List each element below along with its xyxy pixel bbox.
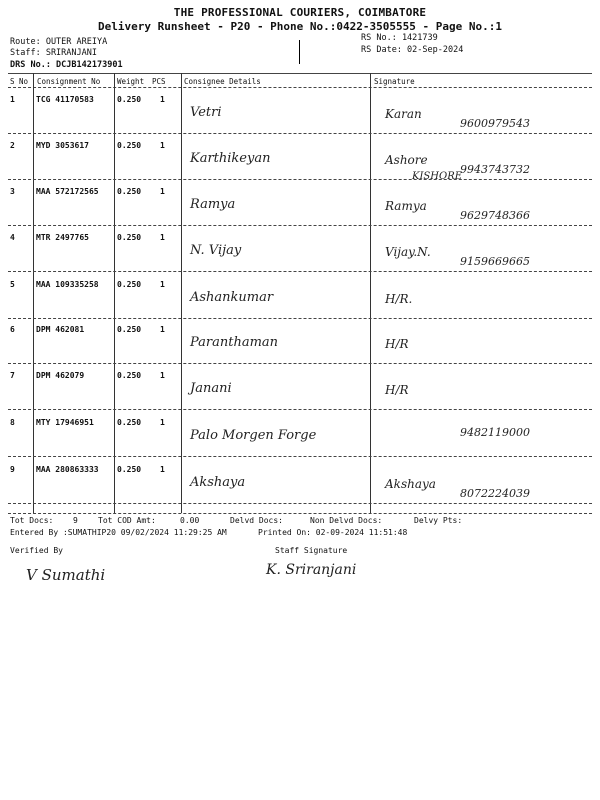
row-sno: 3 <box>10 187 15 196</box>
row-consignee-name: N. Vijay <box>190 243 242 258</box>
column-header-weight: Weight <box>117 77 145 86</box>
barcode <box>257 40 355 64</box>
row-consignee-name: Akshaya <box>190 475 246 490</box>
row-phone: 9600979543 <box>460 117 530 130</box>
staff-label: Staff: SRIRANJANI <box>10 48 97 58</box>
row-consignee-name: Paranthaman <box>190 335 279 350</box>
staff-signature: K. Sriranjani <box>266 562 357 578</box>
row-consignee-name: Janani <box>190 381 232 396</box>
row-signature: Ramya <box>385 199 427 213</box>
table-top-border <box>8 73 592 74</box>
row-pcs: 1 <box>160 95 165 104</box>
row-pcs: 1 <box>160 418 165 427</box>
rs-number: RS No.: 1421739 <box>361 33 438 43</box>
delivered-docs-label: Delvd Docs: <box>230 516 283 525</box>
row-phone: 9943743732 <box>460 163 530 176</box>
row-sno: 9 <box>10 465 15 474</box>
entered-by: Entered By :SUMATHIP20 09/02/2024 11:29:25 AM <box>10 528 227 537</box>
table-bottom-border <box>8 513 592 514</box>
route-label: Route: OUTER AREIYA <box>10 37 108 47</box>
row-consignment-number: MAA 572172565 <box>36 187 99 196</box>
row-signature: Akshaya <box>385 477 436 491</box>
row-consignment-number: MTY 17946951 <box>36 418 94 427</box>
total-docs-label: Tot Docs: <box>10 516 54 525</box>
row-consignment-number: DPM 462079 <box>36 371 85 380</box>
row-separator <box>8 133 592 134</box>
row-separator <box>8 225 592 226</box>
row-extra-note: KISHORE <box>412 171 463 182</box>
row-consignee-name: Ashankumar <box>190 290 274 305</box>
row-sno: 1 <box>10 95 15 104</box>
row-separator <box>8 271 592 272</box>
table-header-border <box>8 87 592 88</box>
column-divider <box>33 73 34 513</box>
row-sno: 2 <box>10 141 15 150</box>
row-signature: H/R <box>385 383 409 397</box>
row-sno: 6 <box>10 325 15 334</box>
row-sno: 7 <box>10 371 15 380</box>
column-divider <box>370 73 371 513</box>
row-separator <box>8 318 592 319</box>
delivery-points-label: Delvy Pts: <box>414 516 463 525</box>
total-cod-value: 0.00 <box>180 516 200 525</box>
row-weight: 0.250 <box>117 141 142 150</box>
total-docs-value: 9 <box>73 516 78 525</box>
column-header-pcs: PCS <box>152 77 166 86</box>
verified-by-label: Verified By <box>10 546 63 555</box>
row-signature: Ashore <box>385 153 428 167</box>
column-header-sno: S No <box>10 77 29 86</box>
document-title: THE PROFESSIONAL COURIERS, COIMBATORE <box>173 6 427 19</box>
row-separator <box>8 456 592 457</box>
printed-on: Printed On: 02-09-2024 11:51:48 <box>258 528 408 537</box>
row-sno: 4 <box>10 233 15 242</box>
drs-number: DRS No.: DCJB142173901 <box>10 60 123 70</box>
row-consignment-number: MAA 109335258 <box>36 280 99 289</box>
row-separator <box>8 363 592 364</box>
row-phone: 9482119000 <box>460 426 530 439</box>
row-weight: 0.250 <box>117 371 142 380</box>
row-phone: 8072224039 <box>460 487 530 500</box>
row-consignment-number: DPM 462081 <box>36 325 85 334</box>
column-divider <box>181 73 182 513</box>
row-consignee-name: Vetri <box>190 105 222 120</box>
row-separator <box>8 503 592 504</box>
row-pcs: 1 <box>160 280 165 289</box>
row-consignment-number: MAA 280863333 <box>36 465 99 474</box>
row-weight: 0.250 <box>117 280 142 289</box>
row-weight: 0.250 <box>117 233 142 242</box>
rs-date: RS Date: 02-Sep-2024 <box>361 45 464 55</box>
row-consignment-number: MTR 2497765 <box>36 233 89 242</box>
non-delivered-docs-label: Non Delvd Docs: <box>310 516 383 525</box>
row-consignment-number: MYD 3053617 <box>36 141 89 150</box>
total-cod-label: Tot COD Amt: <box>98 516 156 525</box>
row-weight: 0.250 <box>117 95 142 104</box>
row-phone: 9159669665 <box>460 255 530 268</box>
row-pcs: 1 <box>160 233 165 242</box>
document-subtitle: Delivery Runsheet - P20 - Phone No.:0422-3505555 - Page No.:1 <box>98 20 502 33</box>
row-pcs: 1 <box>160 371 165 380</box>
row-phone: 9629748366 <box>460 209 530 222</box>
row-separator <box>8 409 592 410</box>
row-signature: Vijay.N. <box>385 245 431 259</box>
row-weight: 0.250 <box>117 465 142 474</box>
row-pcs: 1 <box>160 325 165 334</box>
column-header-consignee: Consignee Details <box>184 77 261 86</box>
row-pcs: 1 <box>160 141 165 150</box>
row-pcs: 1 <box>160 187 165 196</box>
row-sno: 5 <box>10 280 15 289</box>
row-separator <box>8 179 592 180</box>
column-divider <box>114 73 115 513</box>
row-consignee-name: Ramya <box>190 197 236 212</box>
row-signature: Karan <box>385 107 422 121</box>
row-consignee-name: Karthikeyan <box>190 151 271 166</box>
row-consignee-name: Palo Morgen Forge <box>190 428 317 443</box>
row-pcs: 1 <box>160 465 165 474</box>
verified-by-signature: V Sumathi <box>26 566 106 584</box>
row-weight: 0.250 <box>117 325 142 334</box>
column-header-signature: Signature <box>374 77 415 86</box>
row-signature: H/R. <box>385 292 413 306</box>
row-weight: 0.250 <box>117 418 142 427</box>
row-signature: H/R <box>385 337 409 351</box>
row-sno: 8 <box>10 418 15 427</box>
row-weight: 0.250 <box>117 187 142 196</box>
column-header-consignment: Consignment No <box>37 77 101 86</box>
staff-signature-label: Staff Signature <box>275 546 348 555</box>
row-consignment-number: TCG 41170583 <box>36 95 94 104</box>
